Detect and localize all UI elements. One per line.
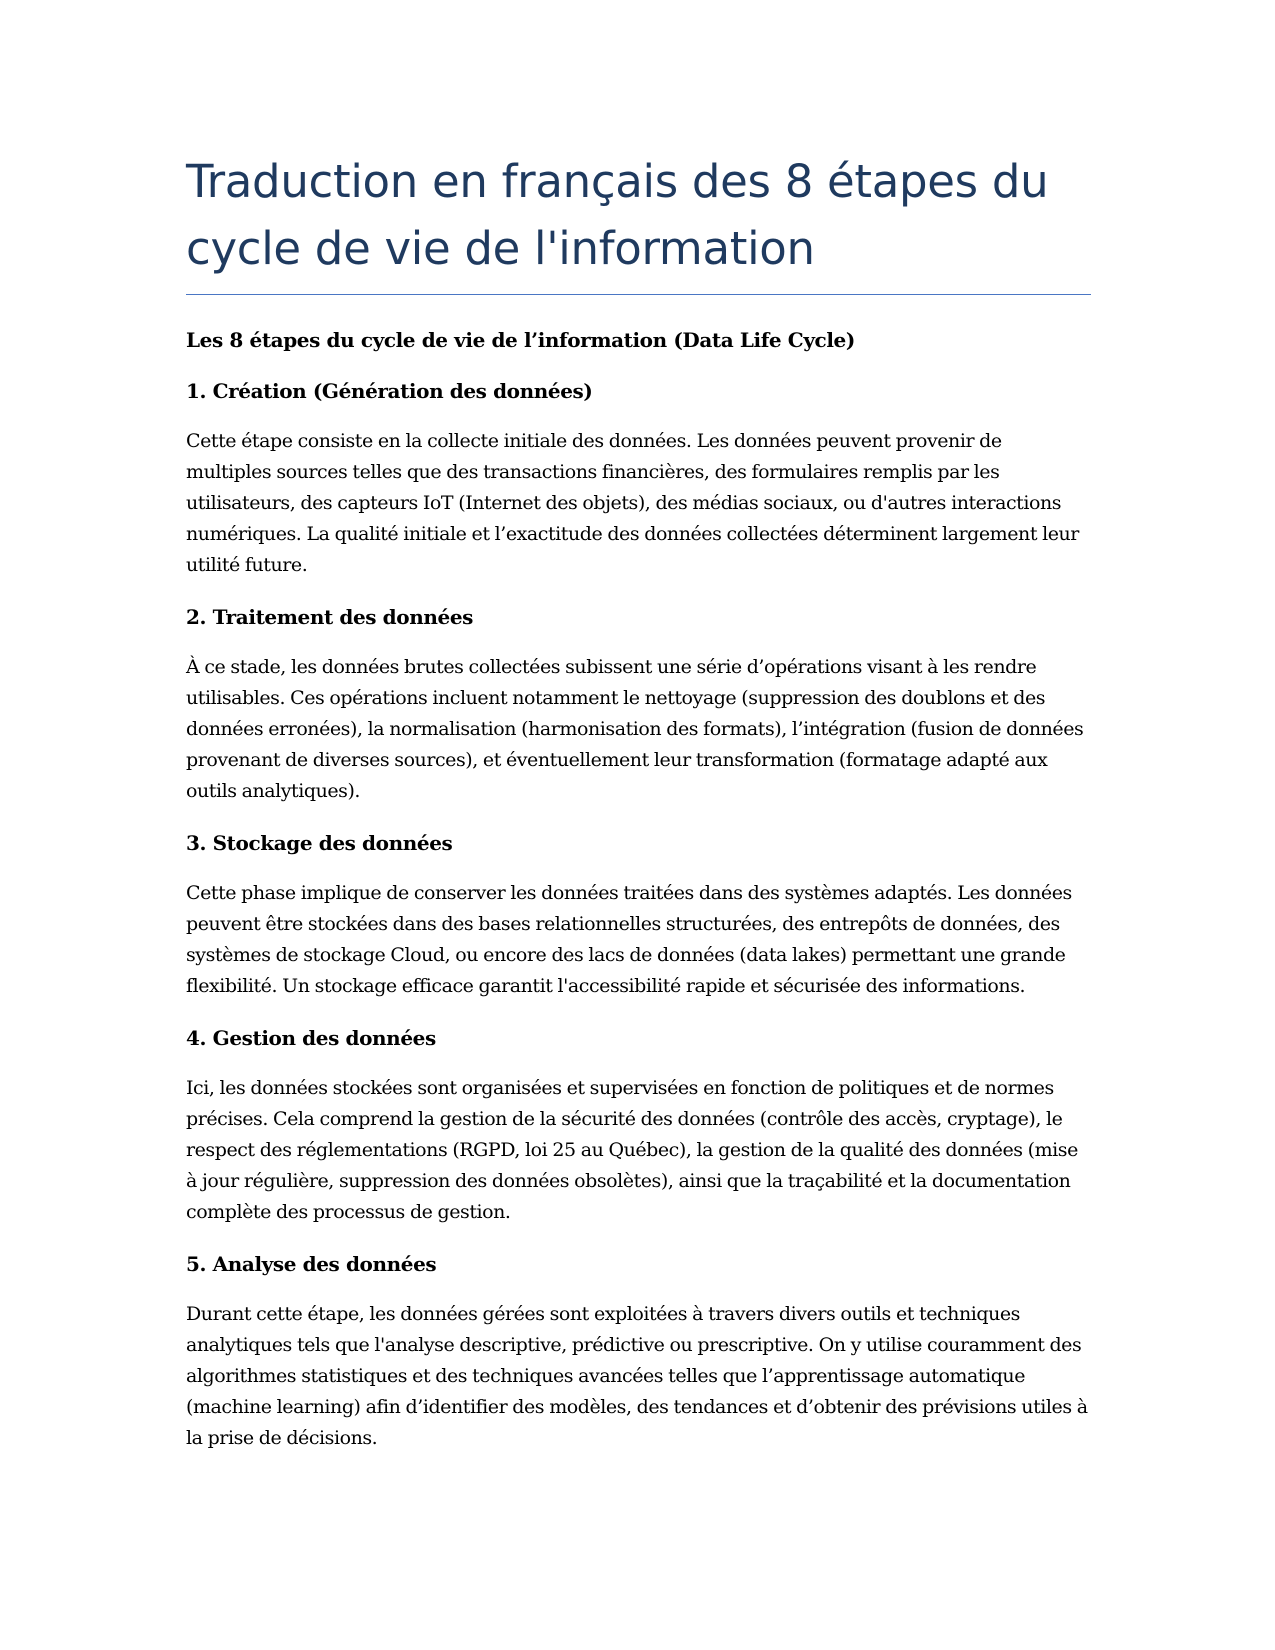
section-paragraph: Durant cette étape, les données gérées sont exploitées à travers divers outils et techniques analytiques tels que l'analyse descriptive, prédictive ou prescriptive. On y utilise couramment des algorithmes statistiques et des techniques avancées telles que l’apprentissage automatique (machine learning) afin d’identifier des modèles, des tendances et d’obtenir des prévisions utiles à la prise de décisions.	[186, 1303, 1088, 1449]
section-4	[186, 1023, 1091, 1228]
document-title: Traduction en français des 8 étapes du cycle de vie de l'information	[186, 155, 1049, 275]
section-heading: 1. Création (Génération des données)	[186, 379, 593, 403]
title-underline	[186, 294, 1091, 295]
document-content	[186, 148, 1091, 1454]
section-heading: 4. Gestion des données	[186, 1026, 436, 1050]
section-paragraph: Cette phase implique de conserver les données traitées dans des systèmes adaptés. Les données peuvent être stockées dans des bases relationnelles structurées, des entrepôts de données, des systèmes de stockage Cloud, ou encore des lacs de données (data lakes) permettant une grande flexibilité. Un stockage efficace garantit l'accessibilité rapide et sécurisée des informations.	[186, 882, 1072, 997]
section-paragraph: À ce stade, les données brutes collectées subissent une série d’opérations visant à les rendre utilisables. Ces opérations incluent notamment le nettoyage (suppression des doublons et des données erronées), la normalisation (harmonisation des formats), l’intégration (fusion de données provenant de diverses sources), et éventuellement leur transformation (formatage adapté aux outils analytiques).	[186, 656, 1084, 802]
section-paragraph: Cette étape consiste en la collecte initiale des données. Les données peuvent provenir de multiples sources telles que des transactions financières, des formulaires remplis par les utilisateurs, des capteurs IoT (Internet des objets), des médias sociaux, ou d'autres interactions numériques. La qualité initiale et l’exactitude des données collectées déterminent largement leur utilité future.	[186, 430, 1079, 576]
document-subtitle: Les 8 étapes du cycle de vie de l’information (Data Life Cycle)	[186, 328, 855, 352]
section-3	[186, 828, 1091, 1002]
section-5	[186, 1249, 1091, 1454]
section-heading: 5. Analyse des données	[186, 1252, 437, 1276]
section-paragraph: Ici, les données stockées sont organisées et supervisées en fonction de politiques et de normes précises. Cela comprend la gestion de la sécurité des données (contrôle des accès, cryptage), le respect des réglementations (RGPD, loi 25 au Québec), la gestion de la qualité des données (mise à jour régulière, suppression des données obsolètes), ainsi que la traçabilité et la documentation complète des processus de gestion.	[186, 1077, 1078, 1223]
section-1	[186, 376, 1091, 581]
section-2	[186, 602, 1091, 807]
section-heading: 3. Stockage des données	[186, 831, 453, 855]
section-heading: 2. Traitement des données	[186, 605, 474, 629]
